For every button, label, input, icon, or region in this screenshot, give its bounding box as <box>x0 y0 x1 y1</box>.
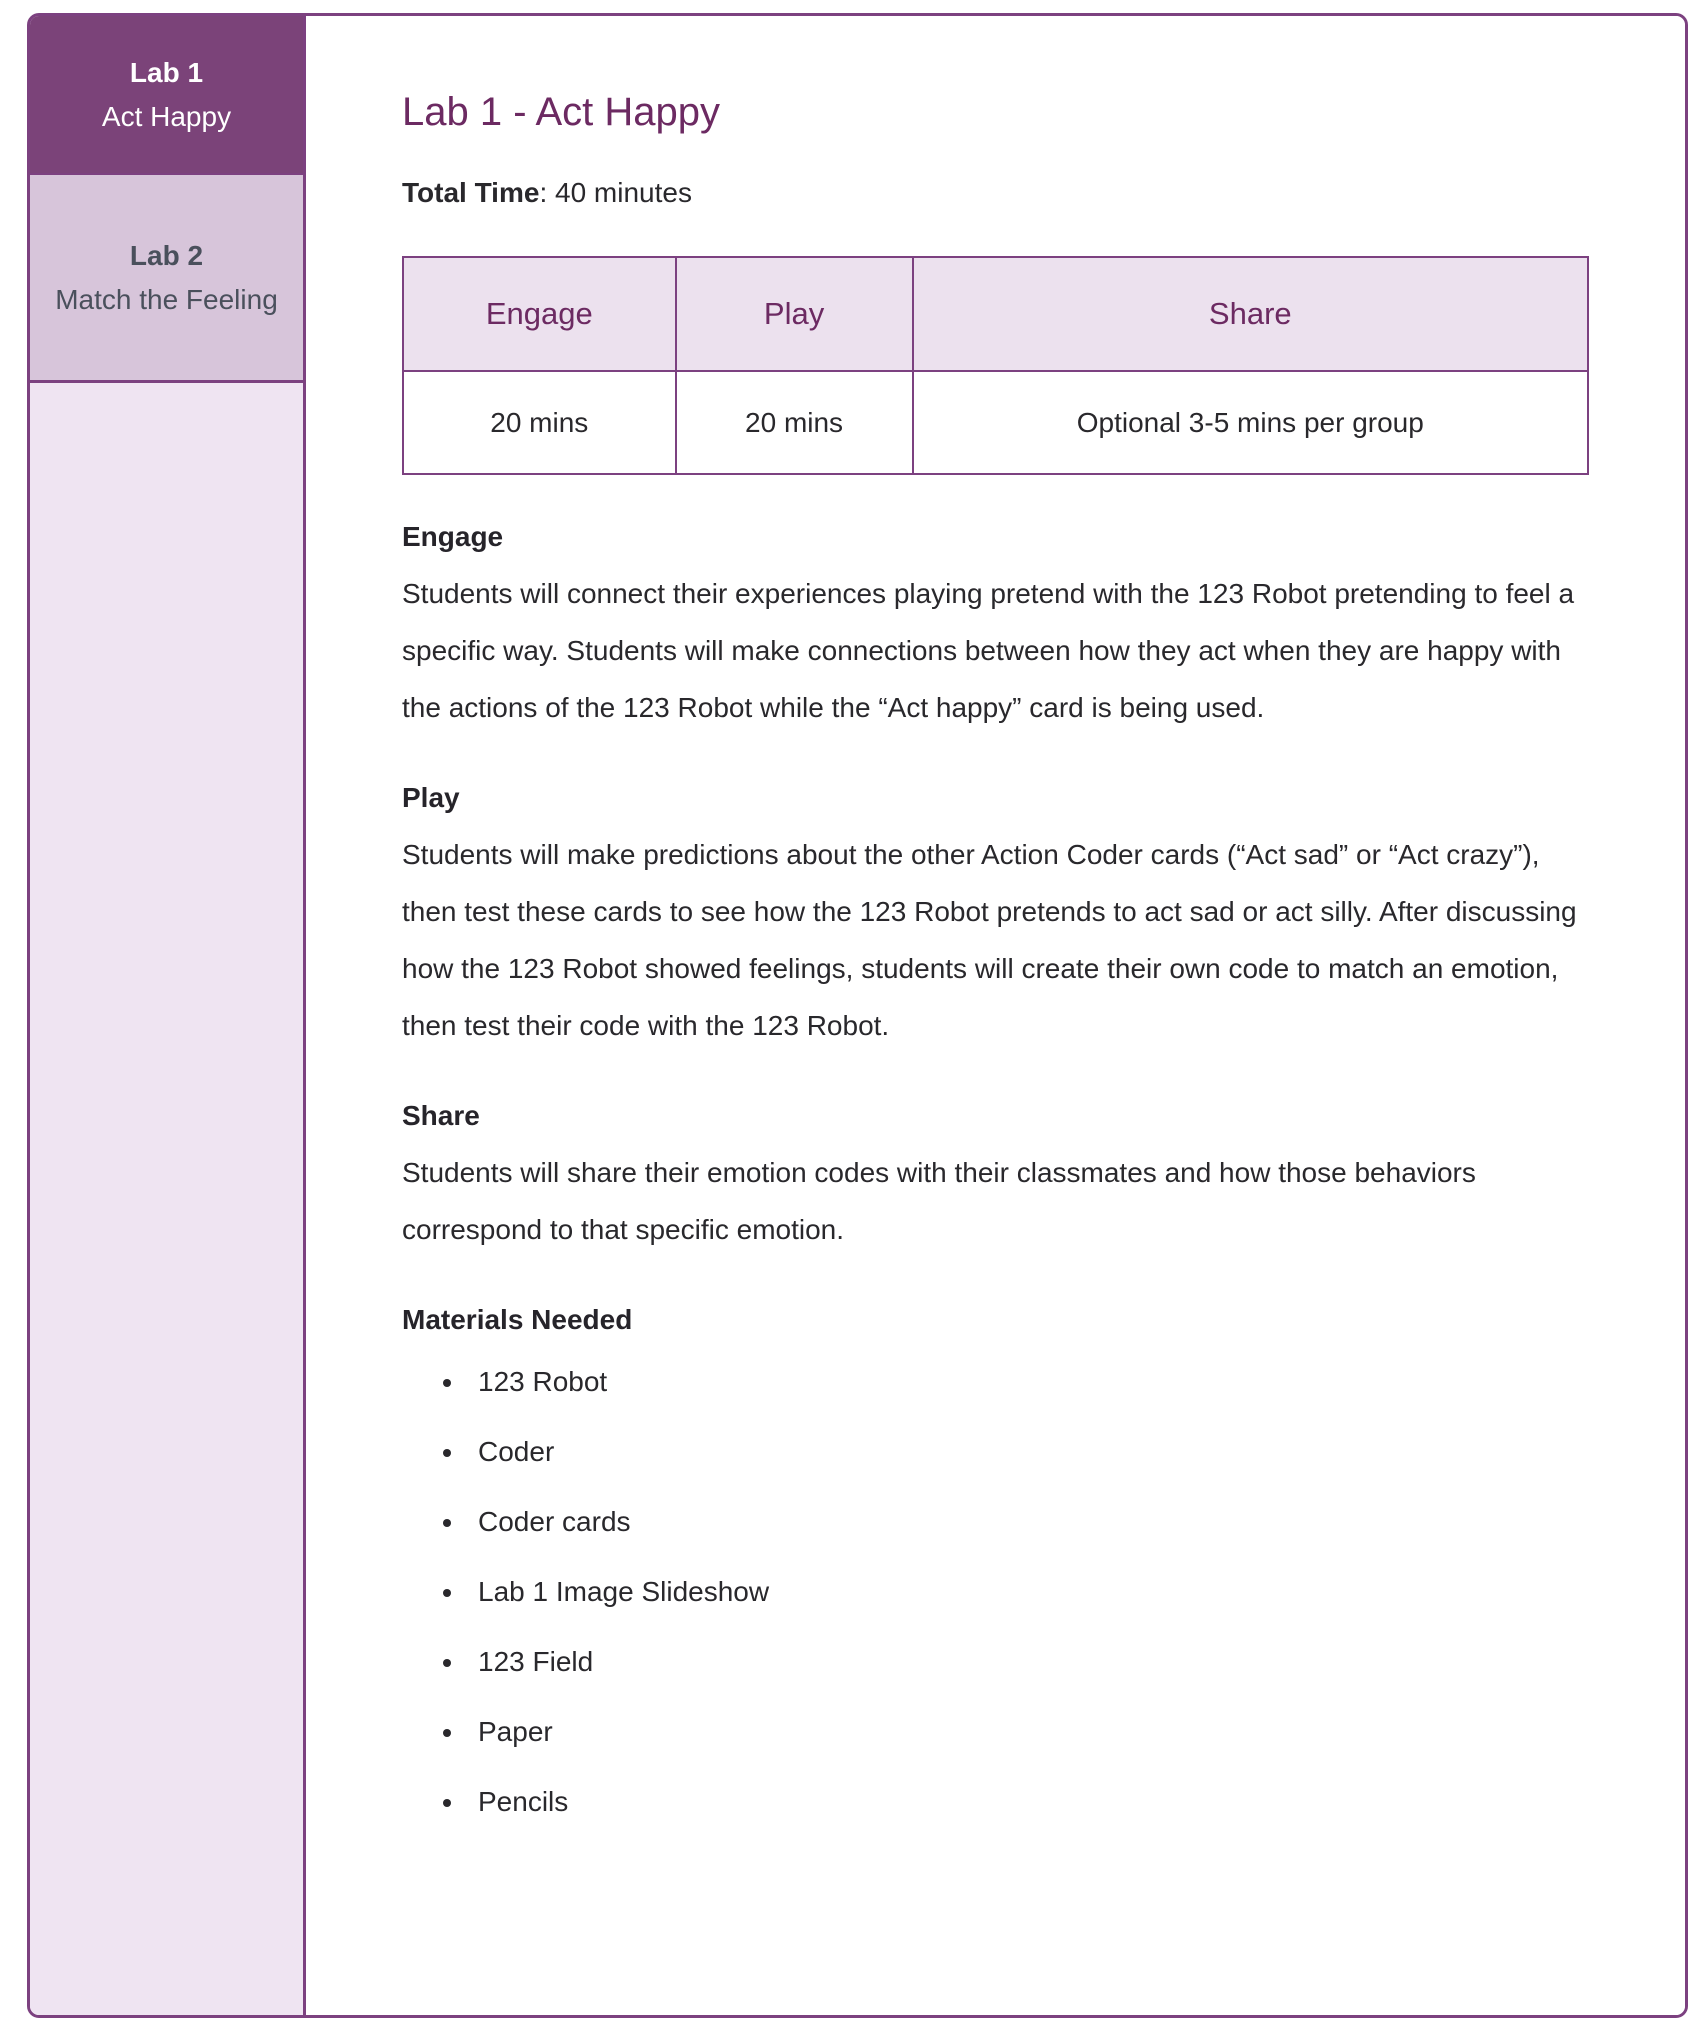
section-share-heading: Share <box>402 1100 480 1131</box>
schedule-header-row <box>403 257 1588 371</box>
sidebar-tab-lab1-title: Lab 1 <box>129 56 204 88</box>
lesson-content <box>306 16 1685 2015</box>
schedule-col-engage: Engage <box>403 257 676 371</box>
section-play-heading: Play <box>402 782 460 813</box>
lesson-card <box>27 13 1688 2018</box>
schedule-col-play: Play <box>676 257 913 371</box>
schedule-col-share: Share <box>913 257 1588 371</box>
sidebar-tab-lab2[interactable] <box>30 173 303 383</box>
materials-list <box>402 1353 1589 1830</box>
schedule-play-duration: 20 mins <box>676 371 913 474</box>
schedule-share-duration: Optional 3-5 mins per group <box>913 371 1588 474</box>
lab-sidebar <box>30 16 306 2015</box>
total-time-label: Total Time <box>402 177 540 208</box>
materials-item: • Pencils <box>466 1773 1589 1830</box>
sidebar-tab-lab2-subtitle: Match the Feeling <box>55 283 278 315</box>
total-time <box>402 174 1589 212</box>
section-materials <box>402 1300 1589 1830</box>
materials-item: • 123 Robot <box>466 1353 1589 1410</box>
materials-heading: Materials Needed <box>402 1304 633 1335</box>
materials-item: • Paper <box>466 1703 1589 1760</box>
materials-item: • Lab 1 Image Slideshow <box>466 1563 1589 1620</box>
sidebar-tab-lab1-subtitle: Act Happy <box>101 100 232 132</box>
section-share <box>402 1096 1589 1258</box>
materials-item: • Coder cards <box>466 1493 1589 1550</box>
sidebar-tab-lab2-title: Lab 2 <box>129 239 204 271</box>
page-title: Lab 1 - Act Happy <box>402 90 720 134</box>
materials-item: • Coder <box>466 1423 1589 1480</box>
schedule-durations-row <box>403 371 1588 474</box>
section-play-body: Students will make predictions about the other Action Coder cards (“Act sad” or “Act crazy”), then test these cards to see how the 123 Robot pretends to act sad or act silly. After discussing how the 123 Robot showed feelings, students will create their own code to match an emotion, then test their code with the 123 Robot. <box>402 839 1577 1041</box>
sidebar-empty-area <box>30 383 303 2015</box>
section-engage <box>402 517 1589 736</box>
section-engage-body: Students will connect their experiences playing pretend with the 123 Robot pretending to feel a specific way. Students will make connections between how they act when they are happy with the actions of the 123 Robot while the “Act happy” card is being used. <box>402 578 1575 723</box>
schedule-engage-duration: 20 mins <box>403 371 676 474</box>
section-play <box>402 778 1589 1054</box>
sidebar-tab-lab1[interactable] <box>30 16 303 173</box>
section-engage-heading: Engage <box>402 521 504 552</box>
schedule-table <box>402 256 1589 475</box>
total-time-value: : 40 minutes <box>539 177 692 208</box>
materials-item: • 123 Field <box>466 1633 1589 1690</box>
section-share-body: Students will share their emotion codes with their classmates and how those behaviors correspond to that specific emotion. <box>402 1157 1476 1245</box>
